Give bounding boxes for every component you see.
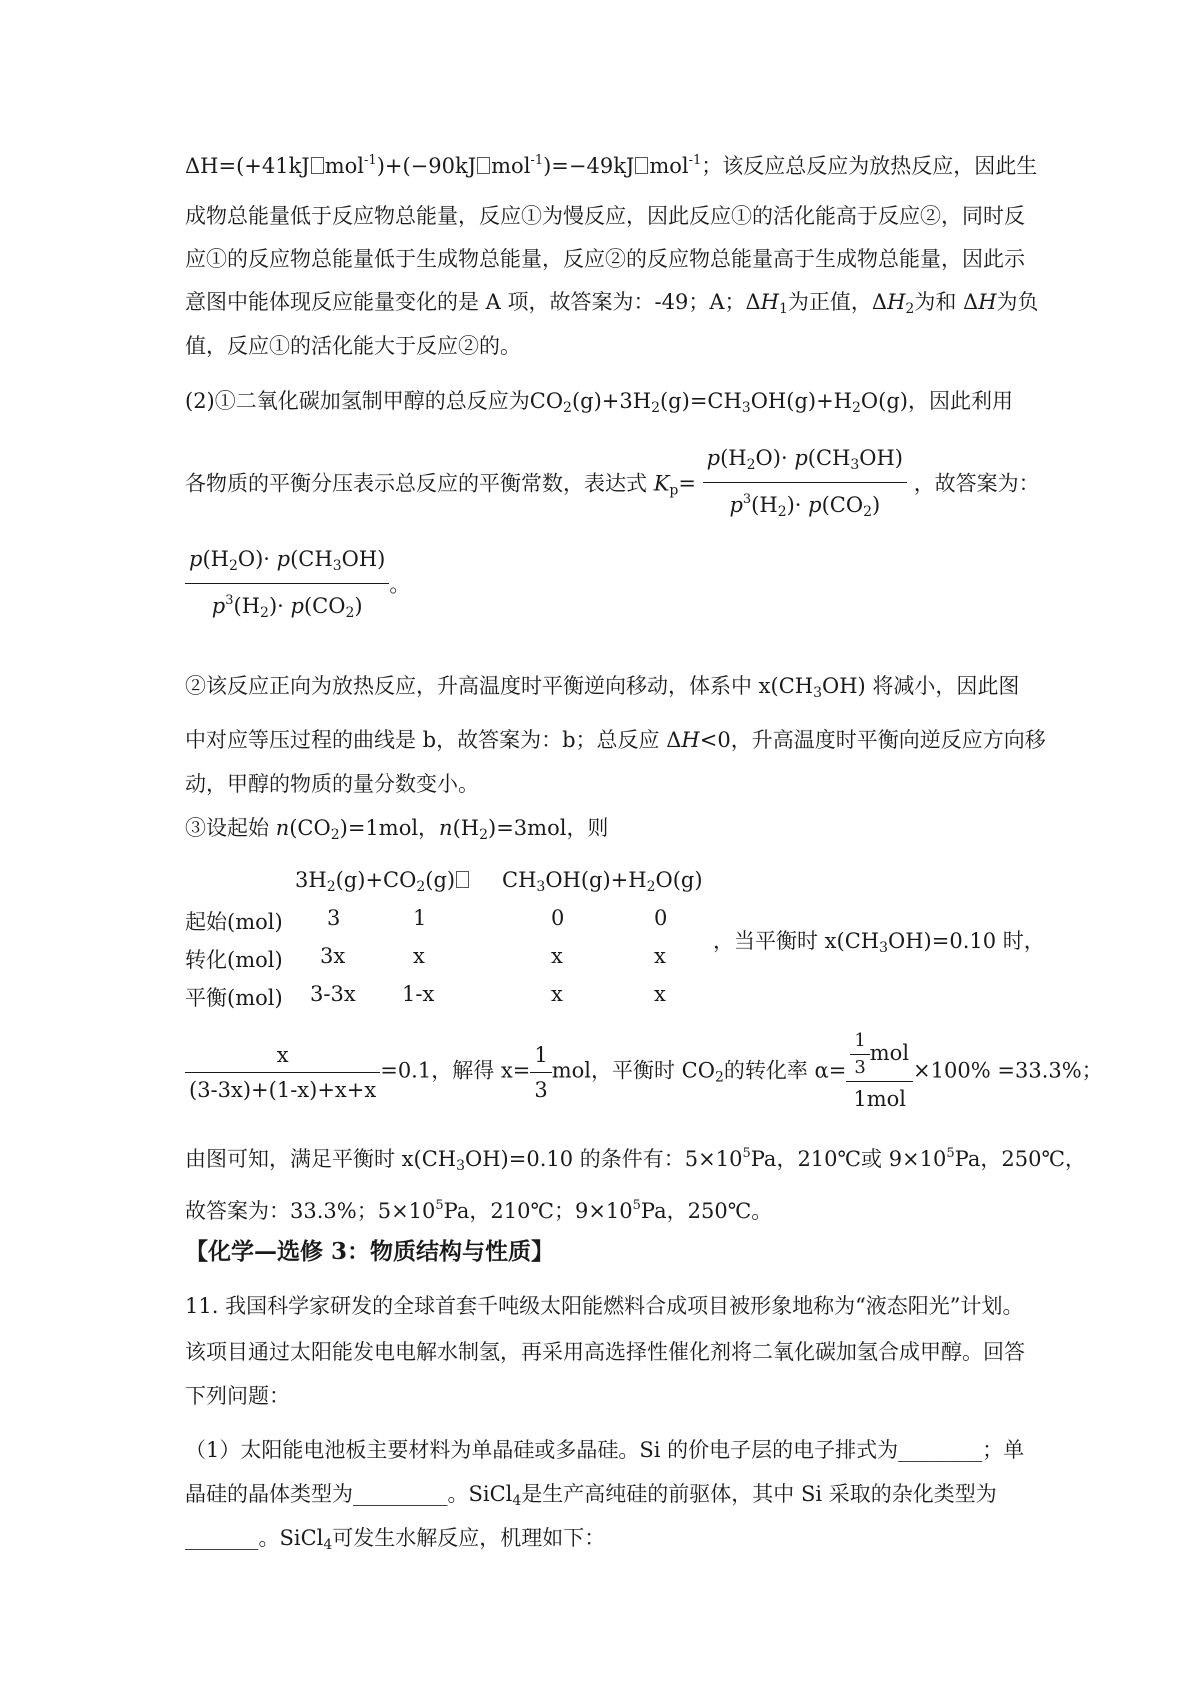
text: (g)+CO (335, 868, 417, 892)
sub: 3 (850, 457, 860, 473)
kp-expression-line (185, 444, 1040, 526)
table-cell: 3x (320, 944, 346, 968)
kp-fraction (703, 444, 907, 526)
text: Pa，250℃。 (640, 1199, 773, 1223)
paragraph-line (185, 385, 1025, 424)
text: (H (751, 493, 778, 517)
fraction-denominator: 3 (854, 1057, 866, 1078)
text: (H (452, 816, 480, 840)
text: O(g) (655, 868, 703, 892)
paragraph-line (185, 286, 1039, 325)
sub: 1 (779, 301, 788, 317)
sub: 3 (741, 400, 751, 416)
line-delta-h (185, 145, 1038, 182)
fraction-denominator: (3-3x)+(1-x)+x+x (189, 1077, 377, 1102)
text: )· (786, 493, 809, 517)
text: 是生产高纯硅的前驱体，其中 Si 采取的杂化类型为 (521, 1482, 997, 1506)
text: 中对应等压过程的曲线是 b，故答案为：b；总反应 Δ (185, 728, 682, 752)
table-cell: 0 (654, 906, 668, 930)
table-cell: x (654, 982, 666, 1006)
one-third-fraction (530, 1041, 551, 1104)
mole-fraction (185, 1041, 380, 1104)
sub: 3 (456, 1158, 466, 1174)
sub: 3 (332, 558, 342, 574)
sub: 3 (536, 879, 546, 895)
table-cell: x (551, 982, 563, 1006)
text: )· (268, 594, 291, 618)
paragraph-line: 应①的反应物总能量低于生成物总能量，反应②的反应物总能量高于生成物总能量，因此示 (185, 247, 1025, 271)
paragraph-line: 动，甲醇的物质的量分数变小。 (185, 772, 479, 796)
text: )=−49kJ (543, 154, 635, 178)
text: (H (233, 594, 261, 618)
fraction-denominator (185, 584, 389, 627)
paragraph-line (185, 1138, 1086, 1182)
text: ②该反应正向为放热反应，升高温度时平衡逆向移动，体系中 x(CH (185, 674, 814, 698)
text: =0.1，解得 x= (380, 1058, 531, 1083)
text: OH) (341, 547, 386, 571)
text: ，故答案为： (913, 471, 1040, 496)
text: (CO (821, 493, 864, 517)
sub: 2 (746, 457, 756, 473)
sub: 2 (777, 504, 787, 520)
fraction-numerator: 1 (850, 1031, 869, 1055)
text: H (681, 728, 700, 752)
question-line: （1）太阳能电池板主要材料为单晶硅或多晶硅。Si 的价电子层的电子排式为________；单 (185, 1438, 1025, 1462)
text: p (211, 594, 226, 618)
sub: p (669, 482, 679, 499)
paragraph-line (185, 724, 1046, 756)
text: H (887, 290, 906, 314)
sub: 2 (326, 879, 336, 895)
text: (2)①二氧化碳加氢制甲醇的总反应为CO (185, 389, 564, 413)
placeholder-glyph-icon (477, 157, 490, 174)
text: =33.3%； (997, 1058, 1103, 1083)
text: (g)=CH (659, 389, 742, 413)
fraction-numerator: x (185, 1041, 380, 1073)
table-row-label: 平衡(mol) (185, 986, 283, 1010)
text: (H (202, 547, 229, 571)
sub: 2 (563, 400, 572, 416)
text: K (653, 471, 670, 496)
text: n (439, 816, 453, 840)
text: p (808, 493, 822, 517)
sup: 5 (742, 1146, 751, 1161)
table-cell: 3 (327, 906, 341, 930)
table-cell: x (654, 944, 666, 968)
text: (CH (807, 446, 851, 470)
sub: 2 (330, 827, 340, 843)
text: O(g)，因此利用 (860, 389, 1013, 413)
table-cell: x (551, 944, 563, 968)
fraction-denominator: 3 (534, 1077, 548, 1102)
table-row-label: 转化(mol) (185, 948, 283, 972)
text: (CO (303, 594, 346, 618)
paragraph-line: 成物总能量低于反应物总能量，反应①为慢反应，因此反应①的活化能高于反应②，同时反 (185, 204, 1025, 228)
sup: 5 (946, 1146, 955, 1161)
fraction-denominator: 1mol (853, 1087, 906, 1111)
text: p (706, 446, 721, 470)
text: ，当平衡时 x(CH (713, 929, 880, 953)
sub: 3 (879, 940, 889, 956)
text: 的转化率 α= (723, 1058, 847, 1083)
table-cell: 1-x (402, 982, 435, 1006)
text: n (275, 816, 290, 840)
text: )+(−90kJ (376, 154, 477, 178)
table-equation (295, 868, 470, 895)
text: 故答案为：33.3%；5×10 (185, 1199, 436, 1223)
kp-answer-line (185, 545, 1025, 627)
paragraph-line: 值，反应①的活化能大于反应②的。 (185, 334, 521, 358)
text: CH (502, 868, 537, 892)
text: )=1mol， (339, 816, 440, 840)
sub: 4 (323, 1537, 333, 1553)
text: OH) 将减小，因此图 (822, 674, 1020, 698)
text: mol (649, 154, 689, 178)
text: = (678, 471, 696, 496)
text: 。 (389, 572, 411, 597)
text: p (189, 547, 203, 571)
conversion-line (185, 1030, 1103, 1113)
sub: 4 (512, 1493, 522, 1509)
text: ) (872, 493, 881, 517)
question-line (185, 1478, 1025, 1517)
question-line: 该项目通过太阳能发电电解水制氢，再采用高选择性催化剂将二氧化碳加氢合成甲醇。回答 (185, 1340, 1025, 1364)
text: mol，平衡时 CO (551, 1058, 715, 1083)
text: mol (491, 154, 531, 178)
text: OH) (859, 446, 903, 470)
kp-answer-fraction (185, 545, 389, 627)
text: p (290, 594, 304, 618)
text: ) (354, 594, 363, 618)
text: OH)=0.10 时， (888, 929, 1045, 953)
placeholder-glyph-icon (635, 157, 648, 174)
sub: 2 (905, 301, 915, 317)
text: 意图中能体现反应能量变化的是 A 项，故答案为：-49；A；Δ (185, 290, 761, 314)
question-line (185, 1522, 1025, 1561)
text: p (276, 547, 291, 571)
text: _______。SiCl (185, 1526, 324, 1550)
sup: 5 (632, 1198, 641, 1213)
text: OH(g)+H (545, 868, 647, 892)
text: 为负 (996, 290, 1039, 314)
sup: -1 (530, 153, 544, 168)
text: ΔH=(+41kJ (185, 154, 310, 178)
sub: 2 (416, 879, 426, 895)
text: 3H (295, 868, 327, 892)
sub: 2 (228, 558, 238, 574)
table-cell: 3-3x (310, 982, 356, 1006)
text: mol (869, 1041, 910, 1065)
table-cell: 1 (413, 906, 427, 930)
text: 由图可知，满足平衡时 x(CH (185, 1147, 457, 1171)
fraction-numerator: 1 (530, 1041, 551, 1073)
paragraph-line (185, 812, 1025, 851)
text: (g) (425, 868, 456, 892)
section-heading: 【化学—选修 3：物质结构与性质】 (185, 1238, 555, 1265)
paragraph-line (185, 670, 1025, 709)
text: 可发生水解反应，机理如下： (332, 1526, 606, 1550)
sup: -1 (364, 153, 377, 168)
text: OH)=0.10 的条件有：5×10 (465, 1147, 743, 1171)
sub: 2 (260, 605, 269, 621)
sub: 2 (651, 400, 660, 416)
text: Pa，210℃或 9×10 (750, 1147, 947, 1171)
text: mol (324, 154, 365, 178)
question-line: 下列问题： (185, 1384, 290, 1408)
text: (g)+3H (571, 389, 652, 413)
text: H (760, 290, 779, 314)
sub: 3 (813, 685, 823, 701)
text: 晶硅的晶体类型为_________。SiCl (185, 1482, 513, 1506)
one-third-fraction (850, 1031, 869, 1078)
fraction-numerator (185, 545, 389, 584)
text: (CH (290, 547, 333, 571)
text: p (794, 446, 808, 470)
text: ×100% (913, 1058, 991, 1083)
text: ③设起始 (185, 816, 276, 840)
text: 各物质的平衡分压表示总反应的平衡常数，表达式 (185, 471, 654, 496)
sup: 3 (225, 593, 234, 608)
text: Pa，210℃；9×10 (443, 1199, 633, 1223)
table-side-text (713, 925, 1045, 956)
sub: 2 (714, 1069, 724, 1086)
text: (CO (289, 816, 331, 840)
text: H (978, 290, 997, 314)
placeholder-glyph-icon (311, 157, 324, 174)
fraction-numerator (846, 1031, 913, 1082)
table-cell: x (413, 944, 425, 968)
fraction-numerator (703, 444, 907, 483)
text: O)· (755, 446, 795, 470)
table-equation-right (502, 868, 703, 895)
paragraph-line (185, 1190, 1025, 1227)
placeholder-glyph-icon (456, 871, 469, 888)
sub: 2 (852, 400, 861, 416)
text: OH(g)+H (750, 389, 852, 413)
conversion-fraction (846, 1031, 913, 1113)
text: p (729, 493, 743, 517)
sub: 2 (479, 827, 489, 843)
text: <0，升高温度时平衡向逆反应方向移 (699, 728, 1046, 752)
sup: 3 (742, 492, 752, 507)
sub: 2 (646, 879, 656, 895)
text: ；该反应总反应为放热反应，因此生 (701, 154, 1038, 178)
text: 为和 Δ (914, 290, 979, 314)
sub: 2 (863, 504, 873, 520)
table-cell: 0 (551, 906, 565, 930)
sup: 5 (435, 1198, 444, 1213)
sup: -1 (688, 153, 702, 168)
table-row-label: 起始(mol) (185, 910, 283, 934)
text: O)· (237, 547, 277, 571)
fraction-denominator (703, 483, 907, 526)
text: Pa，250℃， (954, 1147, 1086, 1171)
text: )=3mol，则 (488, 816, 609, 840)
text: (H (720, 446, 747, 470)
text: 为正值，Δ (787, 290, 888, 314)
question-line: 11. 我国科学家研发的全球首套千吨级太阳能燃料合成项目被形象地称为“液态阳光”计划。 (185, 1294, 1024, 1318)
sub: 2 (345, 605, 355, 621)
